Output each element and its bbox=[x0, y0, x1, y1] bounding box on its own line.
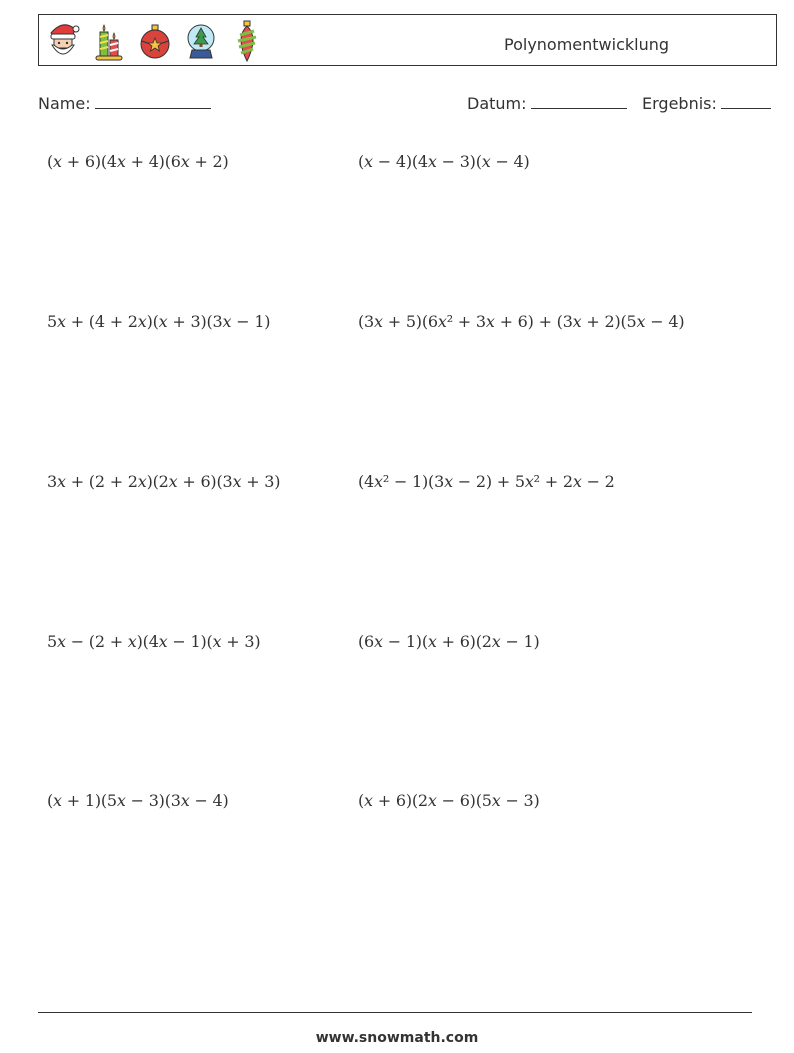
name-label: Name: bbox=[38, 94, 91, 113]
problem-5: 3𝑥 + (2 + 2𝑥)(2𝑥 + 6)(3𝑥 + 3) bbox=[47, 472, 281, 491]
result-label: Ergebnis: bbox=[642, 94, 717, 113]
result-blank[interactable] bbox=[721, 94, 771, 109]
problem-2: (𝑥 − 4)(4𝑥 − 3)(𝑥 − 4) bbox=[358, 152, 530, 171]
name-blank[interactable] bbox=[95, 94, 211, 109]
snow-globe-icon bbox=[183, 19, 219, 63]
worksheet-title: Polynomentwicklung bbox=[504, 35, 670, 54]
santa-icon bbox=[45, 19, 81, 63]
footer-website: www.snowmath.com bbox=[315, 1030, 479, 1046]
date-label: Datum: bbox=[467, 94, 527, 113]
problem-1: (𝑥 + 6)(4𝑥 + 4)(6𝑥 + 2) bbox=[47, 152, 229, 171]
striped-ornament-icon bbox=[229, 19, 265, 63]
problem-10: (𝑥 + 6)(2𝑥 − 6)(5𝑥 − 3) bbox=[358, 791, 540, 810]
problem-7: 5𝑥 − (2 + 𝑥)(4𝑥 − 1)(𝑥 + 3) bbox=[47, 632, 261, 651]
worksheet-header bbox=[38, 14, 777, 66]
problem-3: 5𝑥 + (4 + 2𝑥)(𝑥 + 3)(3𝑥 − 1) bbox=[47, 312, 271, 331]
problem-8: (6𝑥 − 1)(𝑥 + 6)(2𝑥 − 1) bbox=[358, 632, 540, 651]
ornament-ball-icon bbox=[137, 19, 173, 63]
name-field[interactable] bbox=[38, 94, 211, 113]
problem-4: (3𝑥 + 5)(6𝑥² + 3𝑥 + 6) + (3𝑥 + 2)(5𝑥 − 4) bbox=[358, 312, 685, 331]
result-field[interactable] bbox=[642, 94, 771, 113]
date-blank[interactable] bbox=[531, 94, 627, 109]
candles-icon bbox=[91, 19, 127, 63]
problem-9: (𝑥 + 1)(5𝑥 − 3)(3𝑥 − 4) bbox=[47, 791, 229, 810]
date-field[interactable] bbox=[467, 94, 627, 113]
problem-6: (4𝑥² − 1)(3𝑥 − 2) + 5𝑥² + 2𝑥 − 2 bbox=[358, 472, 615, 491]
footer-divider bbox=[38, 1012, 752, 1013]
